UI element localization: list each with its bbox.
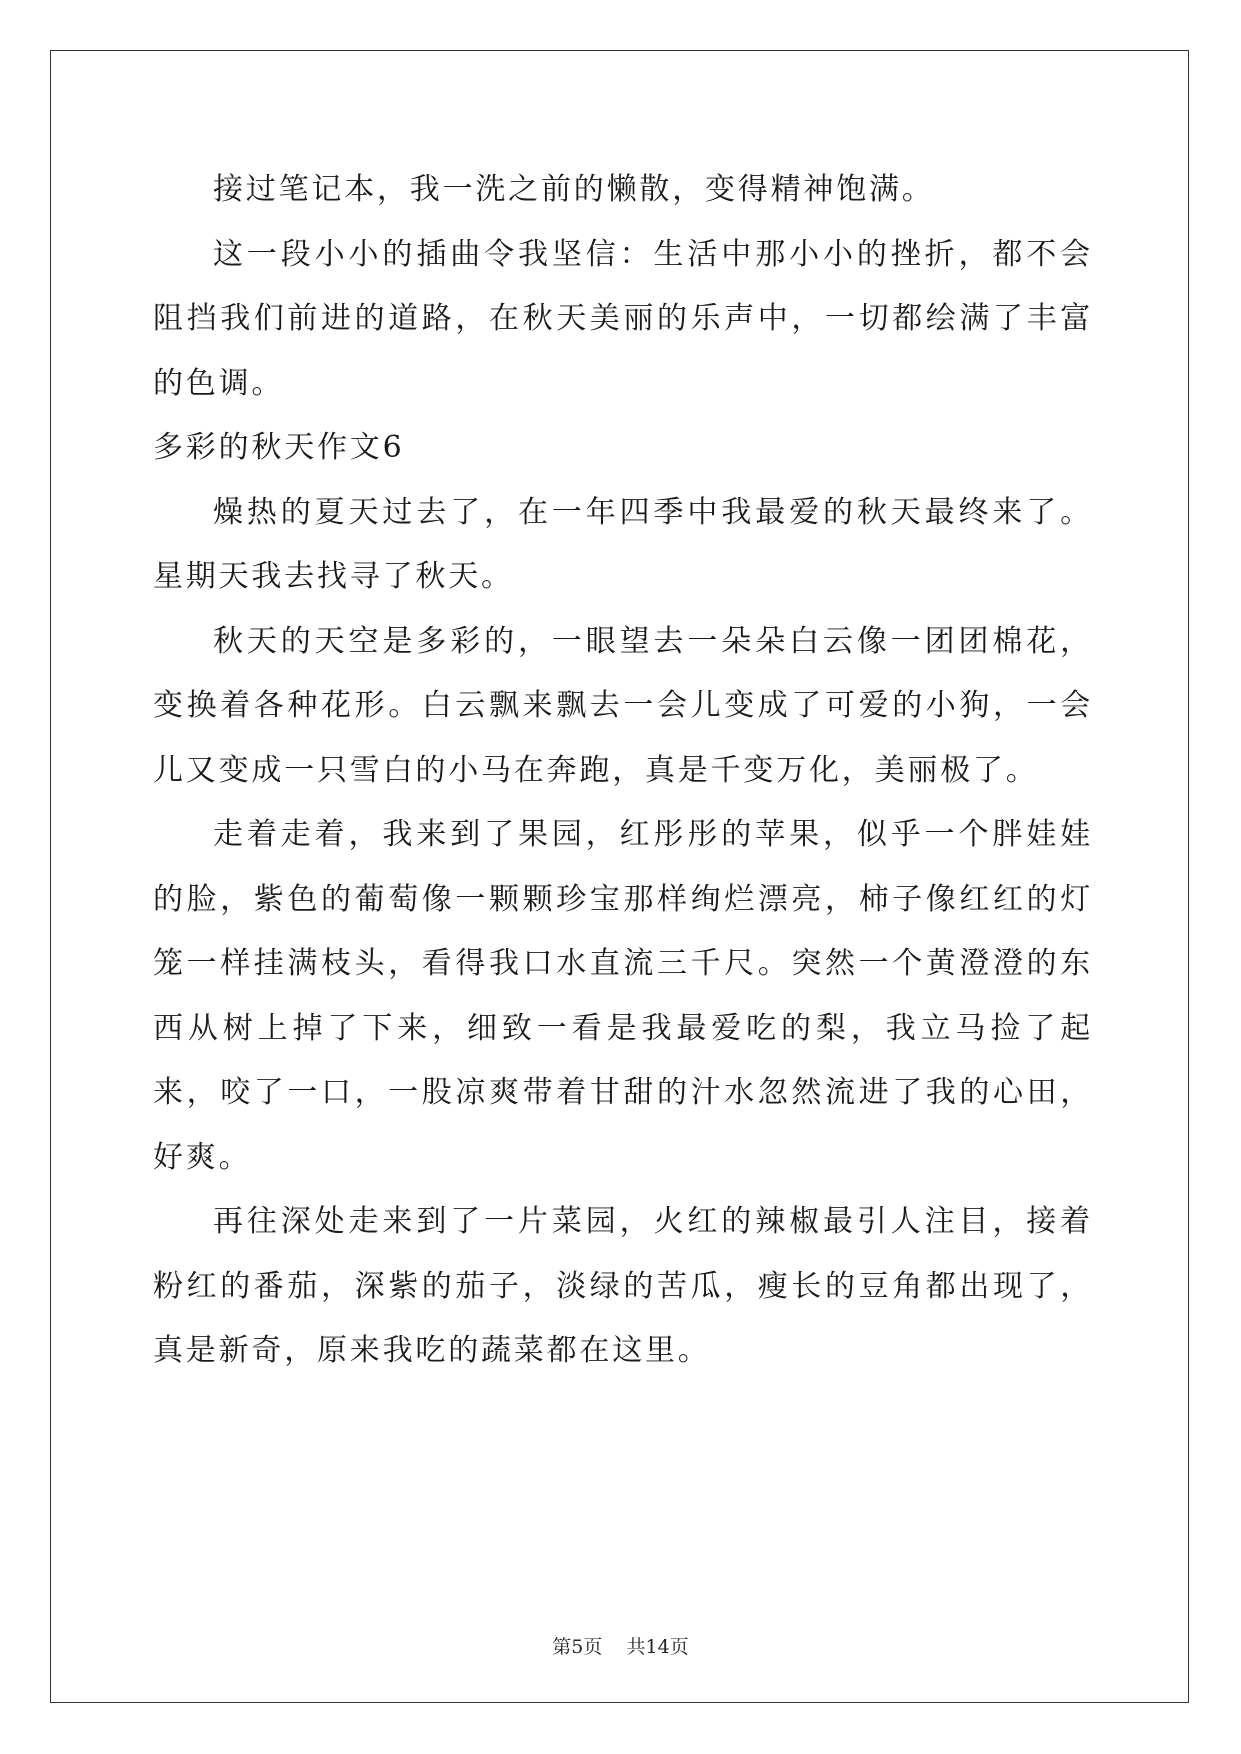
- paragraph: 燥热的夏天过去了，在一年四季中我最爱的秋天最终来了。星期天我去找寻了秋天。: [153, 494, 1093, 594]
- paragraph: 这一段小小的插曲令我坚信：生活中那小小的挫折，都不会阻挡我们前进的道路，在秋天美丽的乐声中，一切都绘满了丰富的色调。: [153, 236, 1093, 401]
- page-number: 第5页: [552, 1636, 603, 1658]
- document-body: [153, 158, 1093, 1384]
- page-footer: [0, 1632, 1241, 1659]
- paragraph: 秋天的天空是多彩的，一眼望去一朵朵白云像一团团棉花，变换着各种花形。白云飘来飘去一会儿变成了可爱的小狗，一会儿又变成一只雪白的小马在奔跑，真是千变万化，美丽极了。: [153, 623, 1093, 788]
- paragraph: 再往深处走来到了一片菜园，火红的辣椒最引人注目，接着粉红的番茄，深紫的茄子，淡绿的苦瓜，瘦长的豆角都出现了，真是新奇，原来我吃的蔬菜都在这里。: [153, 1204, 1093, 1368]
- paragraph: 走着走着，我来到了果园，红彤彤的苹果，似乎一个胖娃娃的脸，紫色的葡萄像一颗颗珍宝那样绚烂漂亮，柿子像红红的灯笼一样挂满枝头，看得我口水直流三千尺。突然一个黄澄澄的东西从树上掉了下来，细致一看是我最爱吃的梨，我立马捡了起来，咬了一口，一股凉爽带着甘甜的汁水忽然流进了我的心田，好爽。: [153, 817, 1093, 1175]
- page-total: 共14页: [626, 1636, 689, 1658]
- section-title: 多彩的秋天作文6: [153, 430, 405, 465]
- paragraph: 接过笔记本，我一洗之前的懒散，变得精神饱满。: [213, 172, 935, 207]
